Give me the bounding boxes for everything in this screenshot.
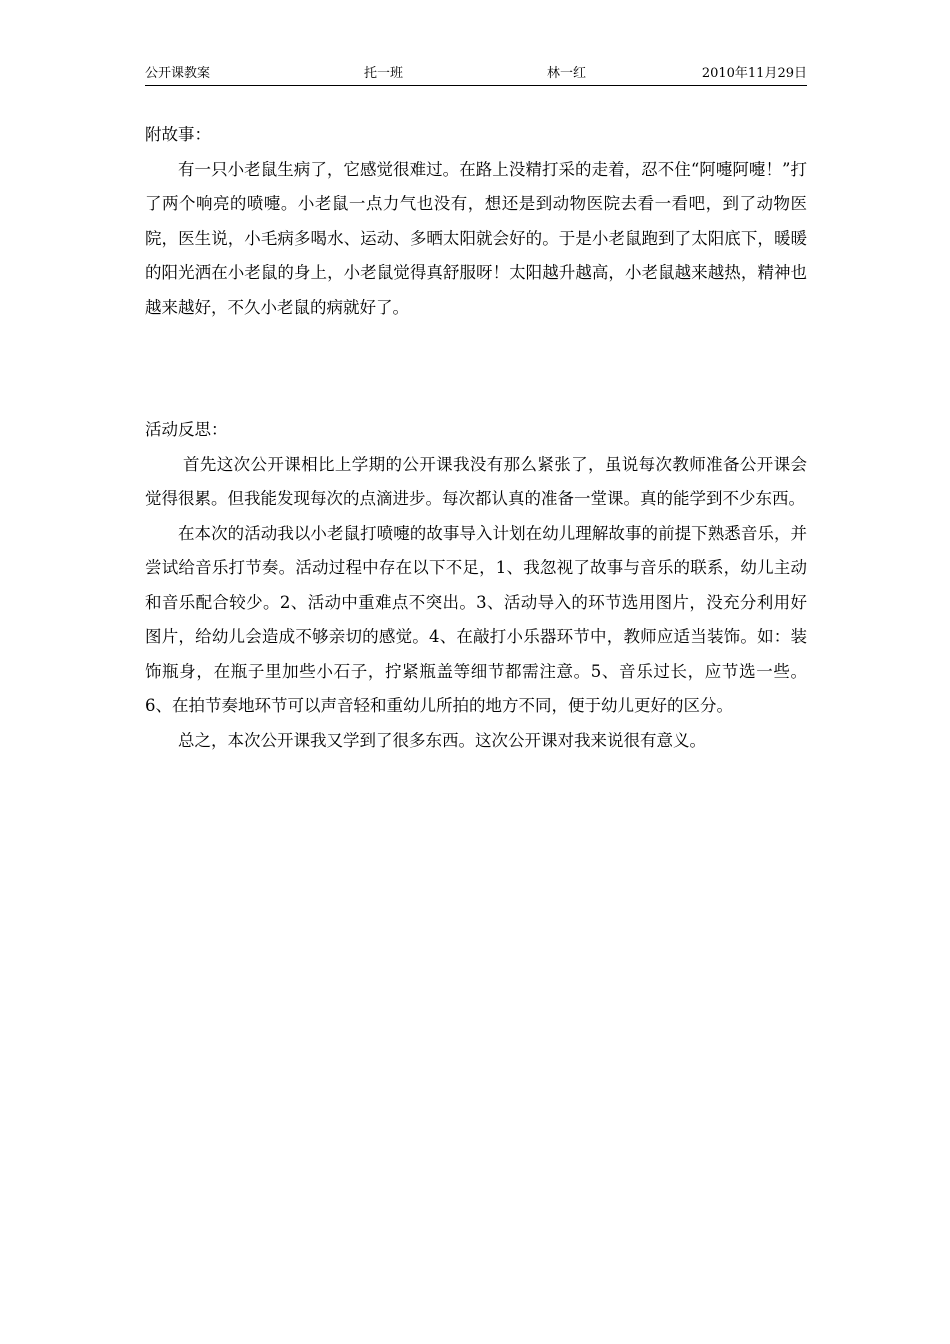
header-date: 2010年11月29日 <box>701 66 807 81</box>
document-body <box>145 118 807 758</box>
page-header <box>145 66 807 86</box>
reflection-paragraph-2: 在本次的活动我以小老鼠打喷嚏的故事导入计划在幼儿理解故事的前提下熟悉音乐，并尝试给音乐打节奏。活动过程中存在以下不足，1、我忽视了故事与音乐的联系，幼儿主动和音乐配合较少。2、活动中重难点不突出。3、活动导入的环节选用图片，没充分利用好图片，给幼儿会造成不够亲切的感觉。4、在敲打小乐器环节中，教师应适当装饰。如：装饰瓶身，在瓶子里加些小石子，拧紧瓶盖等细节都需注意。5、音乐过长，应节选一些。6、在拍节奏地环节可以声音轻和重幼儿所拍的地方不同，便于幼儿更好的区分。 <box>145 523 807 715</box>
reflection-paragraph-3: 总之，本次公开课我又学到了很多东西。这次公开课对我来说很有意义。 <box>178 730 706 750</box>
story-paragraph: 有一只小老鼠生病了，它感觉很难过。在路上没精打采的走着，忍不住“阿嚏阿嚏！”打了两个响亮的喷嚏。小老鼠一点力气也没有，想还是到动物医院去看一看吧，到了动物医院，医生说，小毛病多喝水、运动、多晒太阳就会好的。于是小老鼠跑到了太阳底下，暖暖的阳光洒在小老鼠的身上，小老鼠觉得真舒服呀！太阳越升越高，小老鼠越来越热，精神也越来越好，不久小老鼠的病就好了。 <box>145 159 807 317</box>
reflection-heading: 活动反思： <box>145 420 228 439</box>
header-class-name: 托一班 <box>364 66 404 81</box>
section-spacer <box>145 325 807 413</box>
header-teacher: 林一红 <box>547 66 587 81</box>
reflection-paragraph-1: 首先这次公开课相比上学期的公开课我没有那么紧张了，虽说每次教师准备公开课会觉得很累。但我能发现每次的点滴进步。每次都认真的准备一堂课。真的能学到不少东西。 <box>145 454 807 508</box>
header-title: 公开课教案 <box>145 66 211 81</box>
story-heading: 附故事： <box>145 125 211 144</box>
